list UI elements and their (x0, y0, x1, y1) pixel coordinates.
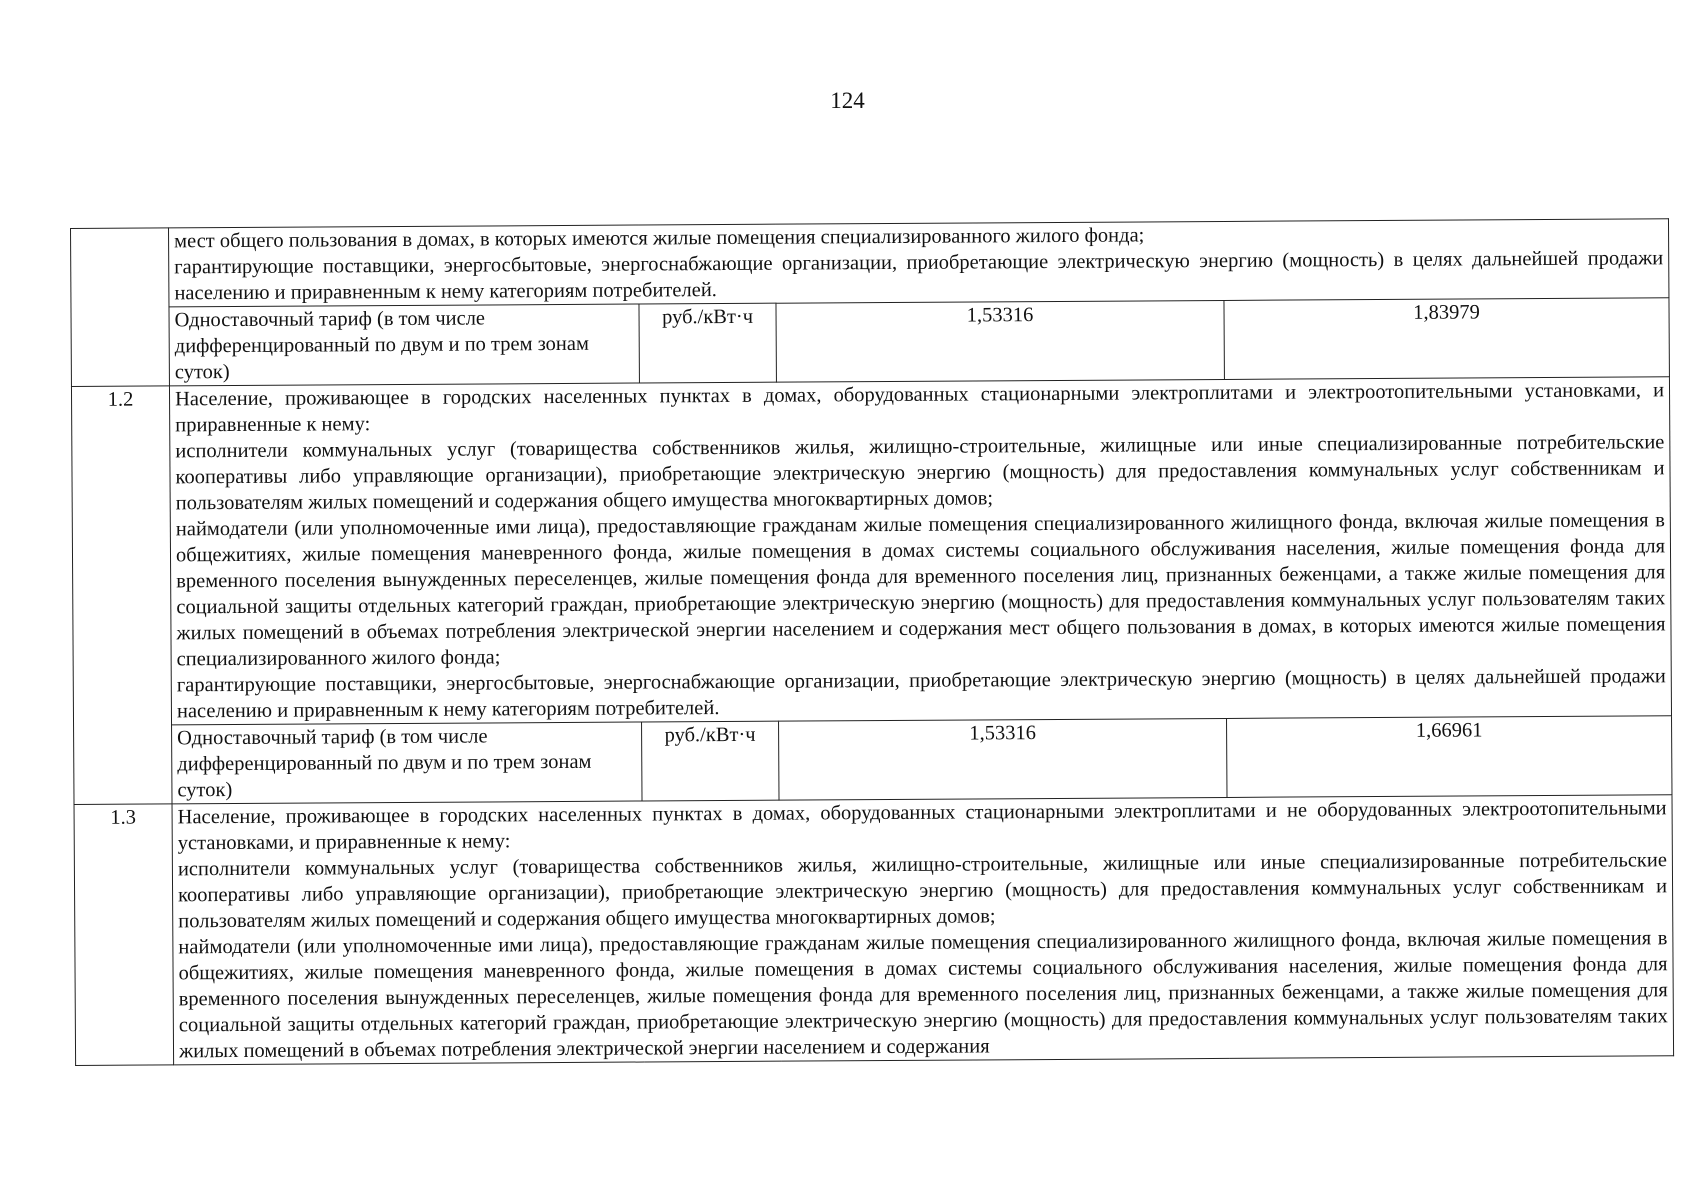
tariff-unit: руб./кВт·ч (639, 303, 776, 383)
description-paragraph: наймодатели (или уполномоченные ими лица), предоставляющие гражданам жилые помещения специализированного жилищного фонда, включая жилые помещения в общежитиях, жилые помещения маневренного фонда, жилые помещения в домах системы социального обслуживания населения, жилые помещения фонда для временного поселения вынужденных переселенцев, жилые помещения фонда для временного поселения лиц, признанных беженцами, а также жилые помещения для социальной защиты отдельных категорий граждан, приобретающие электрическую энергию (мощность) для предоставления коммунальных услуг пользователям таких жилых помещений в объемах потребления электрической энергии населением и содержания (178, 927, 1668, 1063)
page-number: 124 (830, 88, 865, 113)
tariff-row (74, 716, 1672, 805)
tariff-name: Одноставочный тариф (в том числе дифференцированный по двум и по трем зонам суток) (172, 722, 642, 804)
tariff-value-period-1: 1,53316 (779, 718, 1227, 800)
description-paragraph: Население, проживающее в городских населенных пунктах в домах, оборудованных стационарными электроплитами и электроотопительными установками, и приравненные к нему: (174, 379, 1665, 437)
description-paragraph: наймодатели (или уполномоченные ими лица), предоставляющие гражданам жилые помещения специализированного жилищного фонда, включая жилые помещения в общежитиях, жилые помещения маневренного фонда, жилые помещения в домах системы социального обслуживания населения, жилые помещения фонда для временного поселения вынужденных переселенцев, жилые помещения фонда для временного поселения лиц, признанных беженцами, а также жилые помещения для социальной защиты отдельных категорий граждан, приобретающие электрическую энергию (мощность) для предоставления коммунальных услуг пользователям таких жилых помещений в объемах потребления электрической энергии населением и содержания мест общего пользования в домах, в которых имеются жилые помещения специализированного жилого фонда; (175, 509, 1666, 671)
tariff-name: Одноставочный тариф (в том числе дифференцированный по двум и по трем зонам суток) (169, 304, 639, 386)
tariff-unit: руб./кВт·ч (642, 721, 779, 801)
section-description (169, 377, 1671, 725)
section-row-1-2 (71, 377, 1671, 726)
tariff-value-period-2: 1,66961 (1227, 716, 1673, 798)
section-row-continued (71, 219, 1669, 308)
section-number (71, 228, 170, 387)
description-paragraph: исполнители коммунальных услуг (товарищества собственников жилья, жилищно-строительные, жилищные или иные специализированные потребительские кооперативы либо управляющие организации), приобретающие электрическую энергию (мощность) для предоставления коммунальных услуг собственникам и пользователям жилых помещений и содержания общего имущества многоквартирных домов; (177, 849, 1668, 933)
section-description (169, 219, 1669, 307)
tariff-table (70, 218, 1674, 1066)
description-paragraph: гарантирующие поставщики, энергосбытовые, энергоснабжающие организации, приобретающие электрическую энергию (мощность) в целях дальнейшей продажи населению и приравненным к нему категориям потребителей. (176, 665, 1666, 723)
description-paragraph: мест общего пользования в домах, в которых имеются жилые помещения специализированного жилого фонда; (174, 224, 1145, 253)
description-paragraph: гарантирующие поставщики, энергосбытовые, энергоснабжающие организации, приобретающие электрическую энергию (мощность) в целях дальнейшей продажи населению и приравненным к нему категориям потребителей. (174, 247, 1664, 305)
section-row-1-3 (74, 795, 1674, 1066)
description-paragraph: Население, проживающее в городских населенных пунктах в домах, оборудованных стационарными электроплитами и не оборудованных электроотопительными установками, и приравненные к нему: (177, 797, 1667, 855)
section-number: 1.2 (71, 386, 172, 805)
tariff-value-period-2: 1,83979 (1224, 298, 1670, 380)
tariff-value-period-1: 1,53316 (776, 300, 1224, 382)
section-number: 1.3 (74, 804, 174, 1066)
section-description (172, 795, 1674, 1065)
description-paragraph: исполнители коммунальных услуг (товарищества собственников жилья, жилищно-строительные, жилищные или иные специализированные потребительские кооперативы либо управляющие организации), приобретающие электрическую энергию (мощность) для предоставления коммунальных услуг собственникам и пользователям жилых помещений и содержания общего имущества многоквартирных домов; (175, 431, 1665, 515)
tariff-row (71, 298, 1669, 387)
